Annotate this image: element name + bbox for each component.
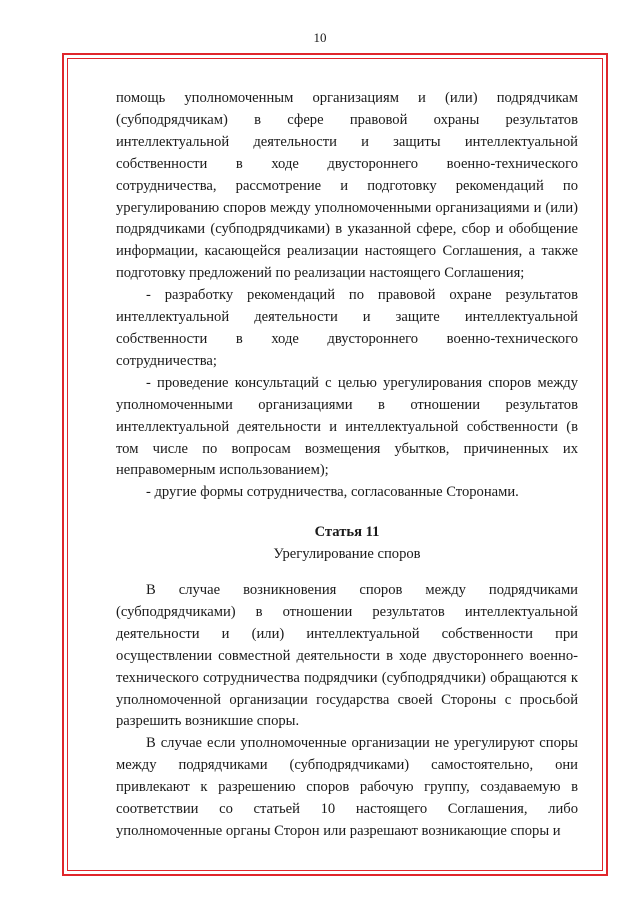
article-subtitle: Урегулирование споров (273, 546, 421, 563)
article-heading: Статья 11 (314, 524, 380, 541)
paragraph-continuation: помощь уполномоченным организациям и (или) подрядчикам (субподрядчикам) в сфере правовой охраны результатов интеллектуальной деятельности и защиты интеллектуальной собственности в ходе двустороннего военно-технического сотрудничества, рассмотрение и подготовку рекомендаций по урегулированию споров между уполномоченными организациями и (или) подрядчиками (субподрядчиками) в указанной сфере, сбор и обобщение информации, касающейся реализации настоящего Соглашения, а также подготовку предложений по реализации настоящего Соглашения; (116, 90, 578, 282)
page-number: 10 (313, 30, 327, 45)
list-item-other-forms: - другие формы сотрудничества, согласованные Сторонами. (146, 484, 519, 501)
list-item-recommendations: - разработку рекомендаций по правовой охране результатов интеллектуальной деятельности и защите интеллектуальной собственности в ходе двустороннего военно-технического сотрудничества; (116, 287, 578, 369)
list-item-consultations: - проведение консультаций с целью урегулирования споров между уполномоченными организациями в отношении результатов интеллектуальной деятельности и интеллектуальной собственности (в том числе по вопросам возмещения убытков, причиненных их неправомерным использованием); (116, 374, 578, 479)
paragraph-disputes: В случае возникновения споров между подрядчиками (субподрядчиками) в отношении результатов интеллектуальной деятельности и (или) интеллектуальной собственности при осуществлении совместной деятельности в ходе двустороннего военно-технического сотрудничества подрядчики (субподрядчики) обращаются к уполномоченной организации государства своей Стороны с просьбой разрешить возникшие споры. (116, 582, 578, 730)
document-body (116, 88, 578, 843)
paragraph-unresolved-disputes: В случае если уполномоченные организации не урегулируют споры между подрядчиками (субподрядчиками) самостоятельно, они привлекают к разрешению споров рабочую группу, создаваемую в соответствии со статьей 10 настоящего Соглашения, либо уполномоченные органы Сторон или разрешают возникающие споры и (116, 735, 578, 839)
